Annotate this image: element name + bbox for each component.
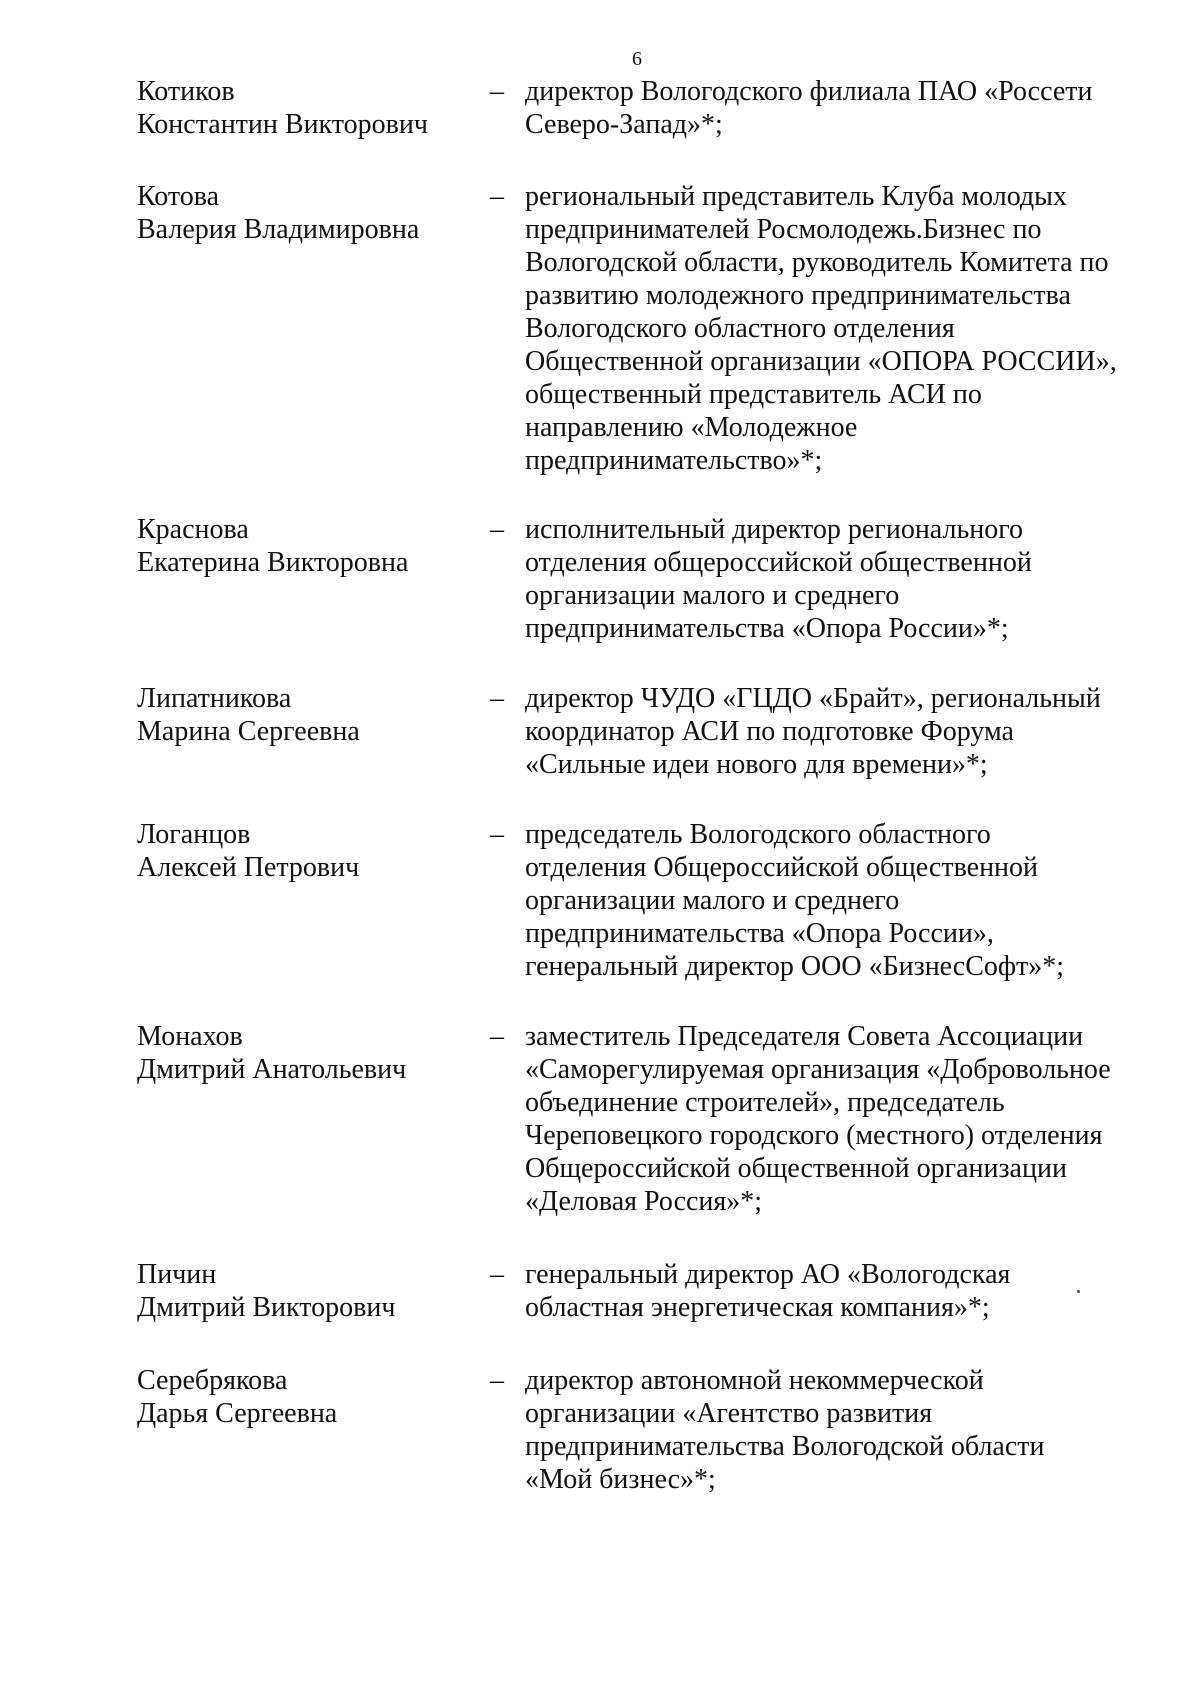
member-surname: Логанцов — [137, 819, 251, 850]
member-name — [137, 1258, 477, 1324]
position-line: Вологодского областного отделения — [525, 313, 955, 344]
member-name — [137, 180, 477, 246]
member-name — [137, 818, 477, 884]
dash-separator: – — [490, 683, 504, 714]
position-line: отделения Общероссийской общественной — [525, 852, 1039, 883]
position-line: предпринимательства «Опора России»*; — [525, 613, 1009, 644]
position-line: директор ЧУДО «ГЦДО «Брайт», региональный — [525, 683, 1101, 714]
member-name — [137, 682, 477, 748]
position-line: «Сильные идеи нового для времени»*; — [525, 749, 988, 780]
position-line: координатор АСИ по подготовке Форума — [525, 716, 1014, 747]
member-surname: Котиков — [137, 76, 235, 107]
member-surname: Липатникова — [137, 683, 292, 714]
position-line: предпринимателей Росмолодежь.Бизнес по — [525, 214, 1042, 245]
member-position — [525, 1364, 1165, 1496]
position-line: организации малого и среднего — [525, 885, 900, 916]
member-position — [525, 513, 1165, 645]
page-number: 6 — [632, 48, 642, 70]
member-given-names: Екатерина Викторовна — [137, 547, 409, 578]
member-given-names: Дарья Сергеевна — [137, 1398, 338, 1429]
position-line: развитию молодежного предпринимательства — [525, 280, 1071, 311]
position-line: «Саморегулируемая организация «Добровольное — [525, 1054, 1111, 1085]
member-name — [137, 513, 477, 579]
dash-separator: – — [490, 181, 504, 212]
scan-speck — [1077, 1290, 1080, 1293]
member-position — [525, 818, 1165, 983]
member-given-names: Дмитрий Викторович — [137, 1292, 396, 1323]
dash-separator: – — [490, 1021, 504, 1052]
position-line: предпринимательство»*; — [525, 445, 823, 476]
member-surname: Пичин — [137, 1259, 217, 1290]
position-line: исполнительный директор регионального — [525, 514, 1023, 545]
position-line: генеральный директор АО «Вологодская — [525, 1259, 1011, 1290]
position-line: «Деловая Россия»*; — [525, 1186, 763, 1217]
position-line: предпринимательства Вологодской области — [525, 1431, 1045, 1462]
position-line: областная энергетическая компания»*; — [525, 1292, 990, 1323]
member-given-names: Валерия Владимировна — [137, 214, 420, 245]
member-surname: Серебрякова — [137, 1365, 288, 1396]
member-given-names: Дмитрий Анатольевич — [137, 1054, 407, 1085]
dash-separator: – — [490, 1365, 504, 1396]
position-line: общественный представитель АСИ по — [525, 379, 982, 410]
member-given-names: Марина Сергеевна — [137, 716, 360, 747]
member-surname: Котова — [137, 181, 220, 212]
position-line: отделения общероссийской общественной — [525, 547, 1032, 578]
position-line: региональный представитель Клуба молодых — [525, 181, 1067, 212]
position-line: Северо-Запад»*; — [525, 109, 723, 140]
position-line: председатель Вологодского областного — [525, 819, 991, 850]
member-name — [137, 75, 477, 141]
member-position — [525, 1258, 1165, 1324]
member-name — [137, 1364, 477, 1430]
position-line: организации малого и среднего — [525, 580, 900, 611]
member-surname: Краснова — [137, 514, 249, 545]
member-position — [525, 75, 1165, 141]
member-name — [137, 1020, 477, 1086]
position-line: директор автономной некоммерческой — [525, 1365, 984, 1396]
position-line: объединение строителей», председатель — [525, 1087, 1005, 1118]
position-line: организации «Агентство развития — [525, 1398, 933, 1429]
position-line: направлению «Молодежное — [525, 412, 858, 443]
position-line: генеральный директор ООО «БизнесСофт»*; — [525, 951, 1065, 982]
position-line: предпринимательства «Опора России», — [525, 918, 994, 949]
position-line: Общественной организации «ОПОРА РОССИИ», — [525, 346, 1117, 377]
position-line: Череповецкого городского (местного) отделения — [525, 1120, 1103, 1151]
member-position — [525, 1020, 1165, 1218]
position-line: заместитель Председателя Совета Ассоциации — [525, 1021, 1084, 1052]
position-line: Общероссийской общественной организации — [525, 1153, 1067, 1184]
position-line: «Мой бизнес»*; — [525, 1464, 716, 1495]
member-given-names: Константин Викторович — [137, 109, 428, 140]
member-position — [525, 682, 1165, 781]
position-line: Вологодской области, руководитель Комитета по — [525, 247, 1109, 278]
dash-separator: – — [490, 76, 504, 107]
position-line: директор Вологодского филиала ПАО «Россети — [525, 76, 1093, 107]
member-given-names: Алексей Петрович — [137, 852, 360, 883]
member-surname: Монахов — [137, 1021, 243, 1052]
dash-separator: – — [490, 514, 504, 545]
member-position — [525, 180, 1165, 477]
dash-separator: – — [490, 1259, 504, 1290]
dash-separator: – — [490, 819, 504, 850]
